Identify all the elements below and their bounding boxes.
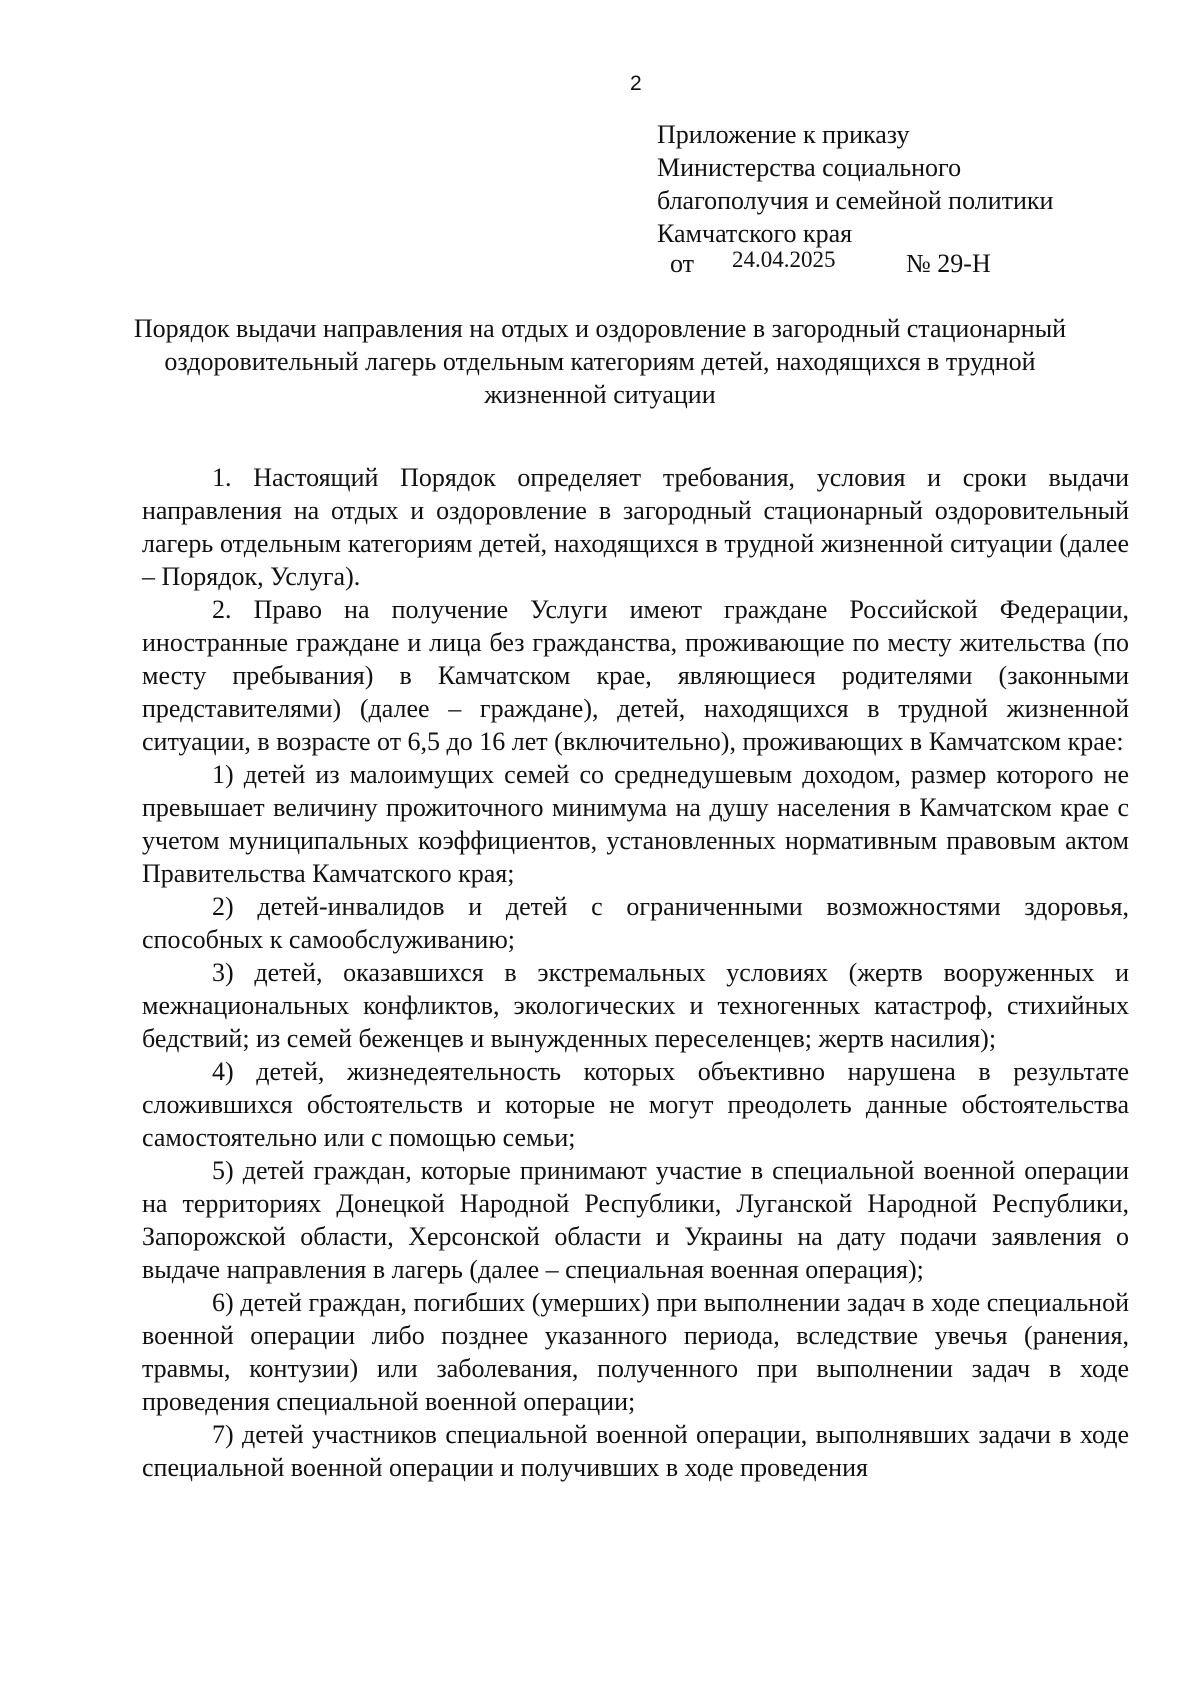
appendix-line: Приложение к приказу (657, 120, 910, 149)
order-date: 24.04.2025 (732, 247, 836, 272)
paragraph: 2) детей-инвалидов и детей с ограниченными возможностями здоровья, способных к самообслуживанию; (142, 892, 1129, 954)
paragraph: 5) детей граждан, которые принимают участие в специальной военной операции на территориях Донецкой Народной Республики, Луганской Народной Республики, Запорожской области, Херсонской области и Украины на дату подачи заявления о выдаче направления в лагерь (далее – специальная военная операция); (142, 1156, 1129, 1284)
page-number: 2 (630, 72, 642, 95)
date-prefix: от (670, 249, 695, 278)
appendix-header (657, 118, 1053, 250)
appendix-line: Камчатского края (657, 219, 853, 248)
paragraph: 1. Настоящий Порядок определяет требования, условия и сроки выдачи направления на отдых и оздоровление в загородный стационарный оздоровительный лагерь отдельным категориям детей, находящихся в трудной жизненной ситуации (далее – Порядок, Услуга). (142, 463, 1129, 591)
order-number: № 29-Н (906, 249, 991, 278)
paragraph: 3) детей, оказавшихся в экстремальных условиях (жертв вооруженных и межнациональных конфликтов, экологических и техногенных катастроф, стихийных бедствий; из семей беженцев и вынужденных переселенцев; жертв насилия); (142, 958, 1129, 1053)
appendix-line: благополучия и семейной политики (657, 186, 1054, 215)
order-date-number (670, 247, 991, 279)
paragraph: 7) детей участников специальной военной операции, выполнявших задачи в ходе специальной военной операции и получивших в ходе проведения (142, 1420, 1129, 1482)
document-title: Порядок выдачи направления на отдых и оздоровление в загородный стационарный оздоровительный лагерь отдельным категориям детей, находящихся в трудной жизненной ситуации (133, 314, 1067, 409)
paragraph: 1) детей из малоимущих семей со среднедушевым доходом, размер которого не превышает величину прожиточного минимума на душу населения в Камчатском крае с учетом муниципальных коэффициентов, установленных нормативным правовым актом Правительства Камчатского края; (142, 760, 1129, 888)
appendix-line: Министерства социального (657, 153, 962, 182)
paragraph: 4) детей, жизнедеятельность которых объективно нарушена в результате сложившихся обстоятельств и которые не могут преодолеть данные обстоятельства самостоятельно или с помощью семьи; (142, 1057, 1129, 1152)
document-body (142, 461, 1129, 1484)
paragraph: 6) детей граждан, погибших (умерших) при выполнении задач в ходе специальной военной операции либо позднее указанного периода, вследствие увечья (ранения, травмы, контузии) или заболевания, полученного при выполнении задач в ходе проведения специальной военной операции; (142, 1288, 1129, 1416)
paragraph: 2. Право на получение Услуги имеют граждане Российской Федерации, иностранные граждане и лица без гражданства, проживающие по месту жительства (по месту пребывания) в Камчатском крае, являющиеся родителями (законными представителями) (далее – граждане), детей, находящихся в трудной жизненной ситуации, в возрасте от 6,5 до 16 лет (включительно), проживающих в Камчатском крае: (142, 595, 1129, 756)
